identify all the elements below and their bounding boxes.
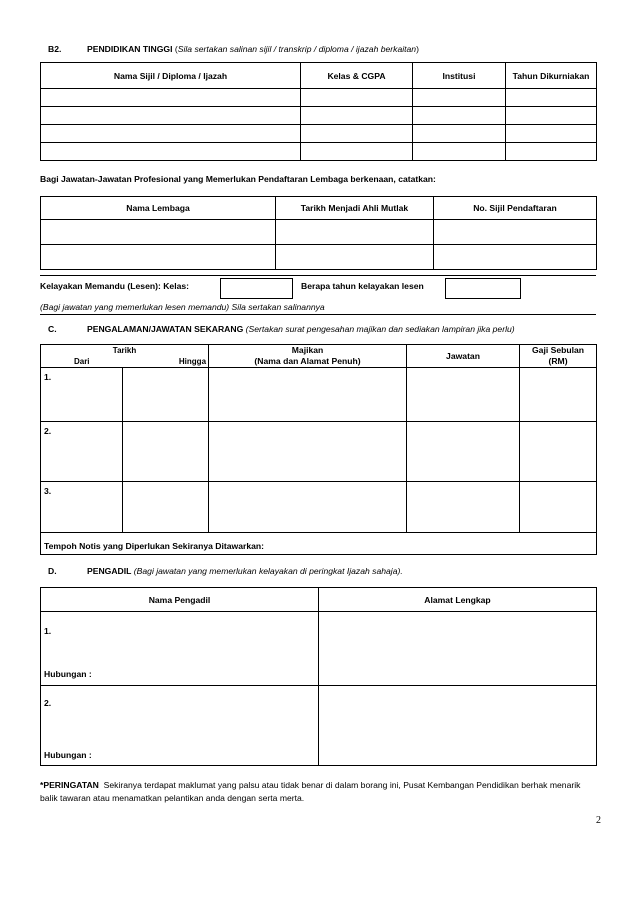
cell[interactable]: [413, 143, 506, 161]
cell[interactable]: [209, 368, 407, 422]
cell[interactable]: [506, 125, 597, 143]
row-number: 3.: [41, 482, 123, 533]
cell[interactable]: [413, 89, 506, 107]
cell[interactable]: [407, 368, 520, 422]
cell[interactable]: [276, 220, 434, 245]
paren-open: (: [174, 44, 178, 54]
table-row: [41, 482, 597, 533]
row-number: 1.: [44, 626, 52, 636]
cell[interactable]: [41, 143, 301, 161]
col-header-employer: [209, 345, 407, 368]
address-cell[interactable]: [319, 612, 597, 686]
table-row: [41, 125, 597, 143]
cell[interactable]: [41, 245, 276, 270]
col-header-referee-name: Nama Pengadil: [41, 588, 319, 612]
cell[interactable]: [301, 89, 413, 107]
cell[interactable]: [506, 89, 597, 107]
warning-text: Sekiranya terdapat maklumat yang palsu atau tidak benar di dalam borang ini, Pusat Kembangan Pendidikan berhak menarik balik tawaran atau menamatkan pelantikan anda dengan serta merta.: [40, 780, 581, 803]
section-c-heading: [87, 324, 515, 334]
cell[interactable]: [123, 368, 209, 422]
section-d-code: D.: [48, 566, 57, 576]
section-b2-title: PENDIDIKAN TINGGI: [87, 44, 173, 54]
cell[interactable]: [209, 422, 407, 482]
col-header-position: Jawatan: [407, 345, 520, 368]
section-d-note: (Bagi jawatan yang memerlukan kelayakan di peringkat Ijazah sahaja).: [133, 566, 403, 576]
cell[interactable]: [41, 125, 301, 143]
col-header-membership-date: Tarikh Menjadi Ahli Mutlak: [276, 197, 434, 220]
referee-cell[interactable]: [41, 686, 319, 766]
notice-period-label: Tempoh Notis yang Diperlukan Sekiranya Ditawarkan:: [41, 533, 597, 555]
cell[interactable]: [413, 107, 506, 125]
cell[interactable]: [434, 220, 597, 245]
employer-sub-label: (Nama dan Alamat Penuh): [254, 356, 361, 366]
col-header-date: Tarikh: [41, 345, 209, 357]
education-table: [40, 62, 597, 161]
cell[interactable]: [434, 245, 597, 270]
col-header-certificate: Nama Sijil / Diploma / Ijazah: [41, 63, 301, 89]
cell[interactable]: [41, 107, 301, 125]
table-row: [41, 143, 597, 161]
table-row: [41, 220, 597, 245]
employer-label: Majikan: [291, 345, 324, 355]
section-d-title: PENGADIL: [87, 566, 132, 576]
cell[interactable]: [41, 89, 301, 107]
referee-cell[interactable]: [41, 612, 319, 686]
table-row: [41, 686, 597, 766]
cell[interactable]: [123, 422, 209, 482]
license-years-label: Berapa tahun kelayakan lesen: [301, 281, 424, 291]
section-c-title: PENGALAMAN/JAWATAN SEKARANG: [87, 324, 244, 334]
table-row: [41, 89, 597, 107]
row-number: 1.: [41, 368, 123, 422]
section-b2-note: Sila sertakan salinan sijil / transkrip / diploma / ijazah berkaitan: [177, 44, 417, 54]
license-class-field[interactable]: [220, 278, 293, 299]
referee-table: [40, 587, 597, 766]
col-header-board-name: Nama Lembaga: [41, 197, 276, 220]
cell[interactable]: [407, 422, 520, 482]
warning-notice: [40, 779, 600, 805]
col-header-salary: [520, 345, 597, 368]
cell[interactable]: [520, 482, 597, 533]
experience-table: [40, 344, 597, 555]
row-number: 2.: [41, 422, 123, 482]
cell[interactable]: [506, 107, 597, 125]
address-cell[interactable]: [319, 686, 597, 766]
table-row: [41, 107, 597, 125]
row-number: 2.: [44, 698, 52, 708]
cell[interactable]: [276, 245, 434, 270]
cell[interactable]: [506, 143, 597, 161]
license-years-field[interactable]: [445, 278, 521, 299]
divider: [40, 275, 596, 276]
page-number: 2: [596, 815, 601, 826]
col-header-registration-number: No. Sijil Pendaftaran: [434, 197, 597, 220]
paren-close: ): [416, 44, 419, 54]
license-note: (Bagi jawatan yang memerlukan lesen memandu) Sila sertakan salinannya: [40, 302, 325, 312]
table-row: [41, 422, 597, 482]
license-class-label: Kelayakan Memandu (Lesen): Kelas:: [40, 281, 190, 291]
cell[interactable]: [41, 220, 276, 245]
cell[interactable]: [301, 143, 413, 161]
col-header-full-address: Alamat Lengkap: [319, 588, 597, 612]
section-c-code: C.: [48, 324, 57, 334]
cell[interactable]: [301, 125, 413, 143]
col-header-institution: Institusi: [413, 63, 506, 89]
cell[interactable]: [407, 482, 520, 533]
cell[interactable]: [301, 107, 413, 125]
section-d-heading: [87, 566, 403, 576]
professional-table: [40, 196, 597, 270]
col-header-class-cgpa: Kelas & CGPA: [301, 63, 413, 89]
cell[interactable]: [413, 125, 506, 143]
divider: [40, 314, 596, 315]
col-header-from: Dari: [41, 356, 123, 368]
col-header-year-awarded: Tahun Dikurniakan: [506, 63, 597, 89]
section-b2-code: B2.: [48, 44, 62, 54]
cell[interactable]: [123, 482, 209, 533]
cell[interactable]: [520, 368, 597, 422]
relationship-label: Hubungan :: [44, 750, 92, 760]
salary-label: Gaji Sebulan: [531, 345, 585, 355]
col-header-to: Hingga: [123, 356, 209, 368]
salary-sub-label: (RM): [548, 356, 568, 366]
table-row: [41, 612, 597, 686]
relationship-label: Hubungan :: [44, 669, 92, 679]
cell[interactable]: [209, 482, 407, 533]
section-b2-heading: [87, 44, 419, 54]
professional-intro: Bagi Jawatan-Jawatan Profesional yang Memerlukan Pendaftaran Lembaga berkenaan, catatkan:: [40, 174, 436, 184]
cell[interactable]: [520, 422, 597, 482]
table-row: [41, 245, 597, 270]
table-row: [41, 368, 597, 422]
section-c-note: (Sertakan surat pengesahan majikan dan sediakan lampiran jika perlu): [245, 324, 515, 334]
warning-label: *PERINGATAN: [40, 780, 99, 790]
